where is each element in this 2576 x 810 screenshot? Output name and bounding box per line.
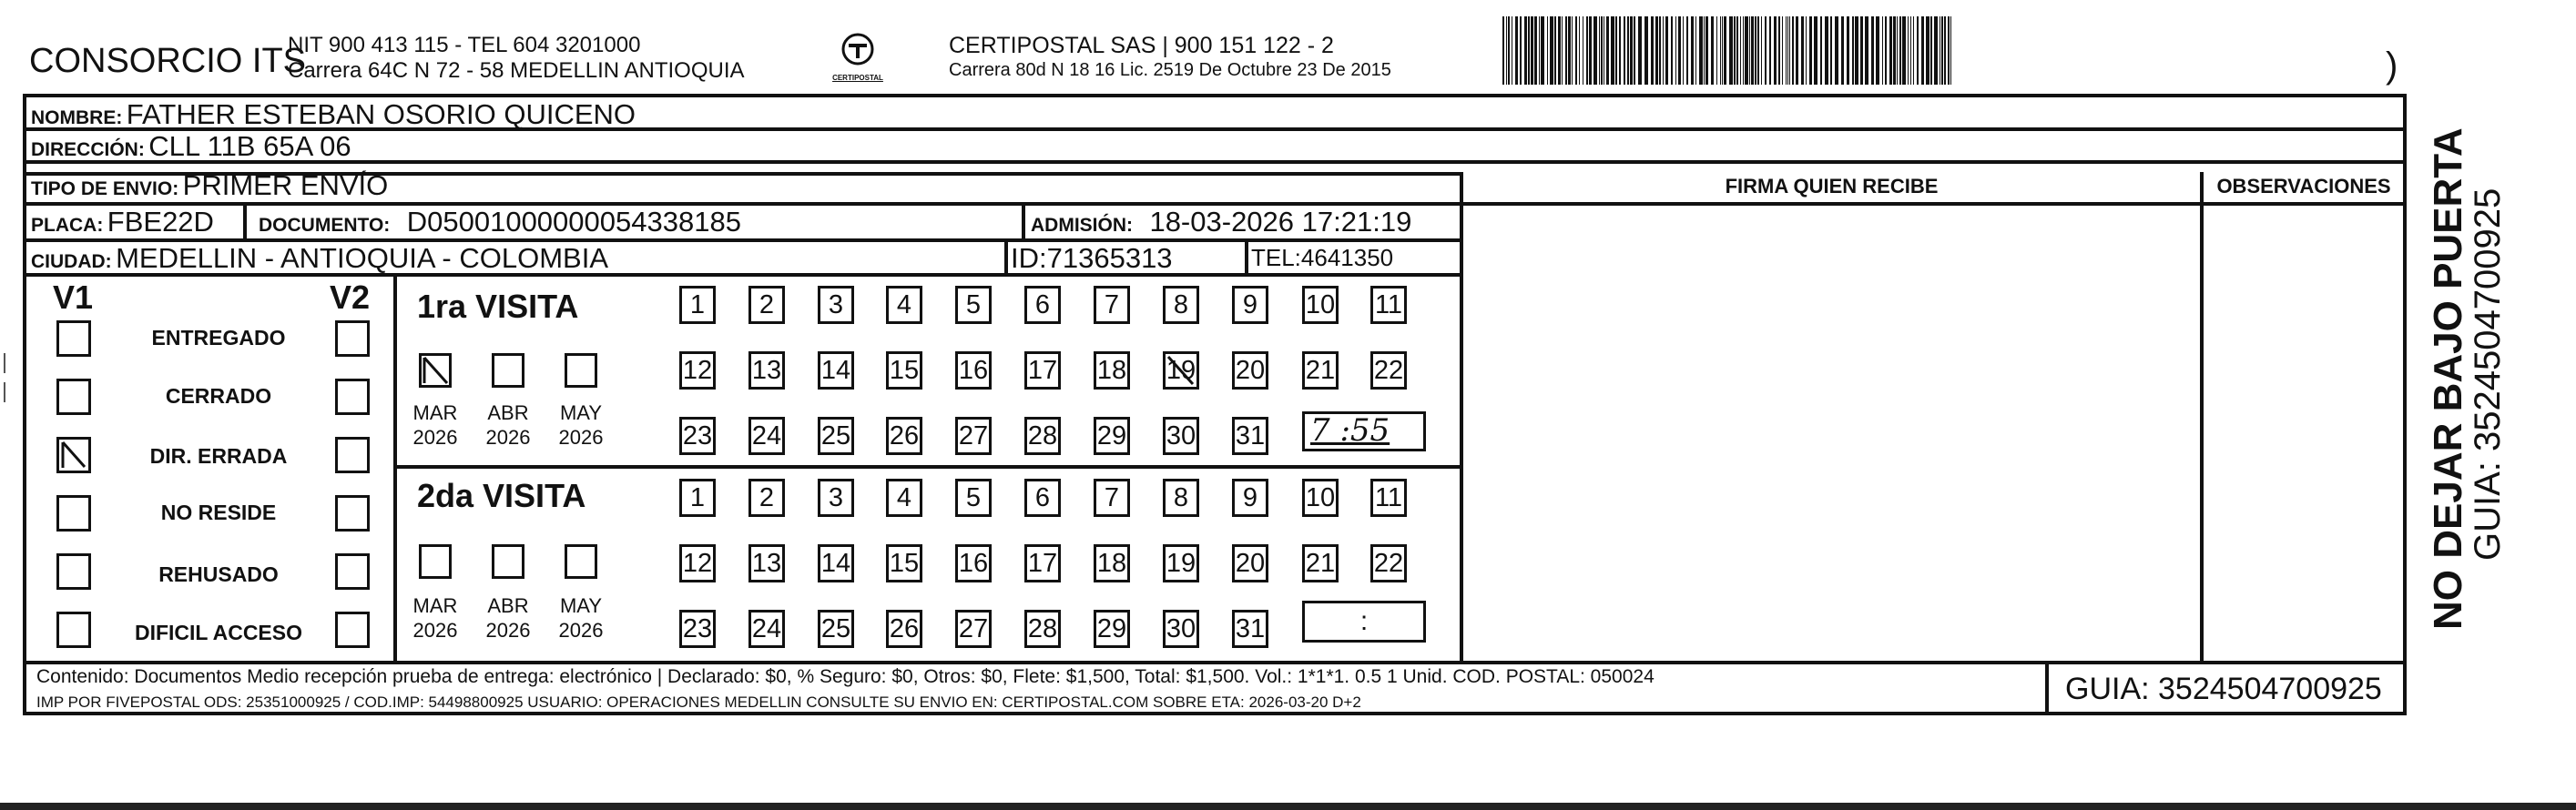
visit1-day-30[interactable]: 30 — [1163, 417, 1199, 455]
visit1-day-17[interactable]: 17 — [1024, 351, 1061, 390]
v1-checkbox-rehusado[interactable] — [56, 553, 91, 590]
barcode-bar — [1593, 16, 1597, 85]
visit2-day-28[interactable]: 28 — [1024, 610, 1061, 648]
barcode-bar — [1678, 16, 1681, 85]
barcode-bar — [1876, 16, 1879, 85]
check-mark-icon — [59, 440, 88, 471]
v2-header: V2 — [330, 278, 371, 316]
barcode-bar — [1749, 16, 1750, 85]
visit2-time-box[interactable] — [1302, 601, 1426, 643]
barcode-bar — [1782, 16, 1783, 85]
barcode-bar — [1948, 16, 1950, 85]
id-field — [1011, 242, 1173, 275]
visit2-day-6[interactable]: 6 — [1024, 479, 1061, 517]
v1-header: V1 — [53, 278, 94, 316]
footer-contenido: Contenido: Documentos Medio recepción prueba de entrega: electrónico | Declarado: $0, % Seguro: $0, Otros: $0, Flete: $1,500, Total: $1,500. Vol.: 1*1*1. 0.5 1 Unid. COD. POSTAL: 050024 — [36, 666, 1655, 687]
admision-label: ADMISIÓN: — [1031, 215, 1133, 236]
visit1-day-3[interactable]: 3 — [818, 286, 854, 324]
tipo-envio-value: PRIMER ENVÍO — [182, 169, 389, 201]
barcode-bar — [1638, 16, 1642, 85]
id-value: 71365313 — [1046, 242, 1173, 274]
visit2-day-3[interactable]: 3 — [818, 479, 854, 517]
barcode-bar — [1736, 16, 1738, 85]
visit2-day-24[interactable]: 24 — [748, 610, 785, 648]
barcode-bar — [1796, 16, 1798, 85]
tel-value: 4641350 — [1300, 244, 1394, 271]
barcode-graphic — [1501, 16, 1956, 85]
visit1-day-5[interactable]: 5 — [955, 286, 992, 324]
barcode-bar — [1722, 16, 1723, 85]
barcode-bar — [1539, 16, 1540, 85]
placa-label: PLACA: — [31, 215, 104, 236]
barcode-bar — [1902, 16, 1906, 85]
status-label-dificil-acceso: DIFICIL ACCESO — [134, 621, 302, 644]
footer-imp: IMP POR FIVEPOSTAL ODS: 25351000925 / COD.IMP: 54498800925 USUARIO: OPERACIONES MEDELLIN CONSULTE SU ENVIO EN: CERTIPOSTAL.COM SOBRE ETA: 2026-03-20 D+2 — [36, 694, 1361, 711]
visit1-day-23[interactable]: 23 — [679, 417, 716, 455]
visit1-day-24[interactable]: 24 — [748, 417, 785, 455]
barcode-bar — [1691, 16, 1694, 85]
barcode-bar — [1847, 16, 1849, 85]
barcode-bar — [1524, 16, 1527, 85]
barcode-bar — [1950, 16, 1951, 85]
barcode-bar — [1554, 16, 1556, 85]
month-name: ABR — [487, 594, 529, 617]
visit1-day-27[interactable]: 27 — [955, 417, 992, 455]
barcode-bar — [1627, 16, 1629, 85]
logo-text: CERTIPOSTAL — [832, 74, 883, 82]
barcode-bar — [1655, 16, 1658, 85]
barcode-bar — [1934, 16, 1938, 85]
barcode-bar — [1704, 16, 1705, 85]
ciudad-label: CIUDAD: — [31, 251, 112, 272]
visit1-day-26[interactable]: 26 — [886, 417, 922, 455]
visit1-day-9[interactable]: 9 — [1232, 286, 1268, 324]
barcode-bar — [1820, 16, 1822, 85]
visit2-day-15[interactable]: 15 — [886, 544, 922, 582]
barcode-bar — [1611, 16, 1614, 85]
visit2-day-11[interactable]: 11 — [1370, 479, 1407, 517]
visit2-day-8[interactable]: 8 — [1163, 479, 1199, 517]
barcode-bar — [1889, 16, 1892, 85]
v2-checkbox-cerrado[interactable] — [335, 379, 370, 415]
side-guia: GUIA: 3524504700925 — [2468, 187, 2508, 561]
visit1-month-mar-checkbox[interactable] — [419, 353, 452, 388]
v1-checkbox-dir-errada[interactable] — [56, 437, 91, 473]
edge-tick — [4, 382, 5, 402]
barcode-bar — [1908, 16, 1909, 85]
month-year: 2026 — [412, 619, 458, 642]
visit1-day-29[interactable]: 29 — [1094, 417, 1130, 455]
barcode-bar — [1910, 16, 1911, 85]
barcode-bar — [1882, 16, 1883, 85]
documento-value: D05001000000054338185 — [406, 206, 741, 238]
barcode-bar — [1806, 16, 1807, 85]
carrier-name: CERTIPOSTAL SAS | 900 151 122 - 2 — [949, 33, 1334, 58]
barcode-bar — [1921, 16, 1924, 85]
visit2-day-22[interactable]: 22 — [1370, 544, 1407, 582]
v2-checkbox-dificil-acceso[interactable] — [335, 612, 370, 648]
tel-label: TEL: — [1251, 244, 1301, 271]
barcode-bar — [1778, 16, 1780, 85]
visit2-month-mar-checkbox[interactable] — [419, 544, 452, 579]
visit2-day-21[interactable]: 21 — [1302, 544, 1339, 582]
visit1-time-handwritten: 7 :55 — [1310, 412, 1390, 449]
barcode-bar — [1897, 16, 1898, 85]
month-name: MAY — [559, 594, 603, 617]
observaciones-header: OBSERVACIONES — [2216, 175, 2391, 197]
nombre-label: NOMBRE: — [31, 107, 123, 128]
visit1-day-16[interactable]: 16 — [955, 351, 992, 390]
visit2-day-31[interactable]: 31 — [1232, 610, 1268, 648]
visit2-title: 2da VISITA — [417, 477, 586, 514]
barcode-bar — [1801, 16, 1804, 85]
barcode-bar — [1865, 16, 1868, 85]
barcode-bar — [1913, 16, 1914, 85]
barcode-bar — [1630, 16, 1633, 85]
visit2-day-20[interactable]: 20 — [1232, 544, 1268, 582]
visit2-month-mar-label — [403, 593, 467, 643]
visit1-title: 1ra VISITA — [417, 288, 579, 325]
barcode-bar — [1615, 16, 1617, 85]
barcode-bar — [1941, 16, 1943, 85]
visit1-day-19[interactable]: 19 — [1163, 351, 1199, 390]
barcode-bar — [1634, 16, 1635, 85]
visit2-day-17[interactable]: 17 — [1024, 544, 1061, 582]
visit1-day-2[interactable]: 2 — [748, 286, 785, 324]
check-mark-icon — [422, 356, 449, 385]
month-name: MAY — [559, 401, 603, 424]
barcode-bar — [1508, 16, 1510, 85]
certipostal-logo-icon — [830, 31, 885, 69]
barcode-bar — [1729, 16, 1733, 85]
visit1-day-4[interactable]: 4 — [886, 286, 922, 324]
visit2-time-placeholder: : — [1359, 606, 1369, 636]
visit1-day-31[interactable]: 31 — [1232, 417, 1268, 455]
status-label-cerrado: CERRADO — [165, 384, 272, 408]
barcode-bar — [1944, 16, 1946, 85]
barcode-bar — [1619, 16, 1621, 85]
month-name: MAR — [412, 401, 458, 424]
ciudad-field — [31, 242, 608, 275]
visit1-day-15[interactable]: 15 — [886, 351, 922, 390]
direccion-field — [31, 130, 351, 163]
ciudad-value: MEDELLIN - ANTIOQUIA - COLOMBIA — [116, 242, 608, 274]
month-year: 2026 — [485, 619, 531, 642]
visit1-day-20[interactable]: 20 — [1232, 351, 1268, 390]
visit2-day-5[interactable]: 5 — [955, 479, 992, 517]
v1-checkbox-no-reside[interactable] — [56, 495, 91, 532]
barcode-bar — [1720, 16, 1721, 85]
admision-value: 18-03-2026 17:21:19 — [1149, 206, 1412, 238]
visit2-day-14[interactable]: 14 — [818, 544, 854, 582]
tipo-envio-field — [31, 169, 388, 202]
barcode-bar — [1515, 16, 1518, 85]
visit1-day-6[interactable]: 6 — [1024, 286, 1061, 324]
visit2-day-25[interactable]: 25 — [818, 610, 854, 648]
barcode-bar — [1786, 16, 1787, 85]
visit1-day-10[interactable]: 10 — [1302, 286, 1339, 324]
v2-checkbox-entregado[interactable] — [335, 320, 370, 357]
barcode-bar — [1663, 16, 1664, 85]
company-nit: NIT 900 413 115 - TEL 604 3201000 — [288, 33, 641, 57]
tipo-envio-label: TIPO DE ENVIO: — [31, 178, 179, 199]
visit1-day-28[interactable]: 28 — [1024, 417, 1061, 455]
visit2-day-27[interactable]: 27 — [955, 610, 992, 648]
visit2-month-abr-checkbox[interactable] — [492, 544, 524, 579]
barcode — [1501, 16, 1956, 85]
barcode-bar — [1755, 16, 1756, 85]
barcode-bar — [1899, 16, 1901, 85]
carrier-logo — [830, 31, 885, 82]
barcode-bar — [1644, 16, 1648, 85]
month-year: 2026 — [558, 426, 604, 449]
barcode-bar — [1835, 16, 1838, 85]
barcode-bar — [1855, 16, 1858, 85]
visit2-month-may-label — [549, 593, 613, 643]
barcode-bar — [1568, 16, 1571, 85]
visit2-month-may-checkbox[interactable] — [565, 544, 597, 579]
barcode-bar — [1575, 16, 1577, 85]
barcode-bar — [1871, 16, 1874, 85]
visit1-day-12[interactable]: 12 — [679, 351, 716, 390]
barcode-bar — [1761, 16, 1762, 85]
barcode-bar — [1675, 16, 1676, 85]
barcode-bar — [1606, 16, 1609, 85]
barcode-bar — [1917, 16, 1919, 85]
barcode-bar — [1699, 16, 1703, 85]
admision-field — [1031, 206, 1411, 238]
barcode-bar — [1599, 16, 1600, 85]
month-name: MAR — [412, 594, 458, 617]
visit1-day-25[interactable]: 25 — [818, 417, 854, 455]
carrier-address: Carrera 80d N 18 16 Lic. 2519 De Octubre 23 De 2015 — [949, 60, 1391, 80]
visit1-month-abr-label — [476, 400, 540, 450]
barcode-bar — [1550, 16, 1553, 85]
barcode-bar — [1885, 16, 1887, 85]
barcode-bar — [1547, 16, 1548, 85]
visit1-day-18[interactable]: 18 — [1094, 351, 1130, 390]
barcode-bar — [1671, 16, 1673, 85]
visit1-time-box[interactable] — [1302, 411, 1426, 451]
direccion-label: DIRECCIÓN: — [31, 139, 145, 160]
firma-header: FIRMA QUIEN RECIBE — [1725, 175, 1939, 197]
barcode-bar — [1531, 16, 1533, 85]
visit2-day-12[interactable]: 12 — [679, 544, 716, 582]
barcode-bar — [1665, 16, 1668, 85]
visit2-day-2[interactable]: 2 — [748, 479, 785, 517]
barcode-bar — [1745, 16, 1748, 85]
visit2-month-abr-label — [476, 593, 540, 643]
barcode-bar — [1841, 16, 1844, 85]
visit1-day-14[interactable]: 14 — [818, 351, 854, 390]
visit2-day-9[interactable]: 9 — [1232, 479, 1268, 517]
barcode-bar — [1534, 16, 1537, 85]
barcode-bar — [1562, 16, 1563, 85]
id-label: ID: — [1011, 242, 1047, 274]
barcode-bar — [1683, 16, 1684, 85]
v1-checkbox-cerrado[interactable] — [56, 379, 91, 415]
barcode-bar — [1651, 16, 1654, 85]
barcode-bar — [1734, 16, 1736, 85]
barcode-bar — [1541, 16, 1544, 85]
barcode-bar — [1520, 16, 1522, 85]
edge-tick — [4, 353, 5, 373]
barcode-bar — [1572, 16, 1573, 85]
check-mark-icon — [1166, 354, 1196, 387]
visit2-day-7[interactable]: 7 — [1094, 479, 1130, 517]
month-year: 2026 — [412, 426, 458, 449]
visit2-day-26[interactable]: 26 — [886, 610, 922, 648]
visit1-day-11[interactable]: 11 — [1370, 286, 1407, 324]
visit1-day-13[interactable]: 13 — [748, 351, 785, 390]
barcode-bar — [1695, 16, 1696, 85]
v2-checkbox-dir-errada[interactable] — [335, 437, 370, 473]
page-bottom-edge — [0, 803, 2576, 810]
barcode-bar — [1586, 16, 1588, 85]
visit2-day-4[interactable]: 4 — [886, 479, 922, 517]
company-address: Carrera 64C N 72 - 58 MEDELLIN ANTIOQUIA — [288, 58, 745, 83]
barcode-bar — [1774, 16, 1777, 85]
barcode-bar — [1724, 16, 1726, 85]
visit2-day-1[interactable]: 1 — [679, 479, 716, 517]
status-label-dir-errada: DIR. ERRADA — [149, 444, 288, 468]
visit1-day-1[interactable]: 1 — [679, 286, 716, 324]
placa-value: FBE22D — [107, 206, 214, 238]
barcode-bar — [1528, 16, 1530, 85]
side-no-dejar: NO DEJAR BAJO PUERTA — [2426, 127, 2470, 630]
barcode-bar — [1893, 16, 1896, 85]
barcode-bar — [1930, 16, 1932, 85]
visit2-day-23[interactable]: 23 — [679, 610, 716, 648]
barcode-bar — [1558, 16, 1561, 85]
barcode-bar — [1743, 16, 1744, 85]
placa-field — [31, 206, 214, 238]
visit2-day-30[interactable]: 30 — [1163, 610, 1199, 648]
v2-checkbox-no-reside[interactable] — [335, 495, 370, 532]
barcode-bar — [1787, 16, 1788, 85]
edge-mark: ) — [2386, 46, 2398, 86]
month-year: 2026 — [558, 619, 604, 642]
company-name: CONSORCIO ITS — [29, 42, 307, 80]
visit2-day-16[interactable]: 16 — [955, 544, 992, 582]
v2-checkbox-rehusado[interactable] — [335, 553, 370, 590]
barcode-bar — [1659, 16, 1661, 85]
visit2-day-10[interactable]: 10 — [1302, 479, 1339, 517]
visit1-day-22[interactable]: 22 — [1370, 351, 1407, 390]
footer-guia: GUIA: 3524504700925 — [2065, 672, 2382, 706]
barcode-bar — [1789, 16, 1790, 85]
barcode-bar — [1751, 16, 1754, 85]
v1-checkbox-dificil-acceso[interactable] — [56, 612, 91, 648]
month-name: ABR — [487, 401, 529, 424]
documento-label: DOCUMENTO: — [259, 215, 391, 236]
visit1-day-8[interactable]: 8 — [1163, 286, 1199, 324]
visit1-month-mar-label — [403, 400, 467, 450]
barcode-bar — [1792, 16, 1794, 85]
barcode-bar — [1506, 16, 1507, 85]
visit2-day-18[interactable]: 18 — [1094, 544, 1130, 582]
barcode-bar — [1589, 16, 1592, 85]
barcode-bar — [1565, 16, 1567, 85]
barcode-bar — [1769, 16, 1771, 85]
visit1-day-21[interactable]: 21 — [1302, 351, 1339, 390]
direccion-value: CLL 11B 65A 06 — [148, 130, 351, 162]
tel-field — [1251, 244, 1393, 272]
barcode-bar — [1757, 16, 1759, 85]
visit1-month-may-checkbox[interactable] — [565, 353, 597, 388]
documento-field — [259, 206, 741, 238]
barcode-bar — [1716, 16, 1717, 85]
barcode-bar — [1711, 16, 1714, 85]
visit1-day-7[interactable]: 7 — [1094, 286, 1130, 324]
visit1-month-may-label — [549, 400, 613, 450]
nombre-value: FATHER ESTEBAN OSORIO QUICENO — [126, 98, 636, 130]
visit2-day-29[interactable]: 29 — [1094, 610, 1130, 648]
barcode-bar — [1502, 16, 1504, 85]
v1-checkbox-entregado[interactable] — [56, 320, 91, 357]
barcode-bar — [1705, 16, 1708, 85]
month-year: 2026 — [485, 426, 531, 449]
barcode-bar — [1579, 16, 1580, 85]
visit2-day-13[interactable]: 13 — [748, 544, 785, 582]
barcode-bar — [1765, 16, 1767, 85]
barcode-bar — [1601, 16, 1603, 85]
status-label-rehusado: REHUSADO — [158, 562, 279, 586]
barcode-bar — [1624, 16, 1625, 85]
barcode-bar — [1825, 16, 1828, 85]
barcode-bar — [1686, 16, 1688, 85]
barcode-bar — [1860, 16, 1863, 85]
barcode-bar — [1740, 16, 1741, 85]
visit1-month-abr-checkbox[interactable] — [492, 353, 524, 388]
barcode-bar — [1830, 16, 1832, 85]
barcode-bar — [1814, 16, 1817, 85]
visit2-day-19[interactable]: 19 — [1163, 544, 1199, 582]
barcode-bar — [1926, 16, 1929, 85]
nombre-field — [31, 98, 636, 131]
barcode-bar — [1809, 16, 1812, 85]
barcode-bar — [1852, 16, 1854, 85]
status-label-no-reside: NO RESIDE — [160, 501, 277, 524]
status-label-entregado: ENTREGADO — [151, 326, 286, 349]
